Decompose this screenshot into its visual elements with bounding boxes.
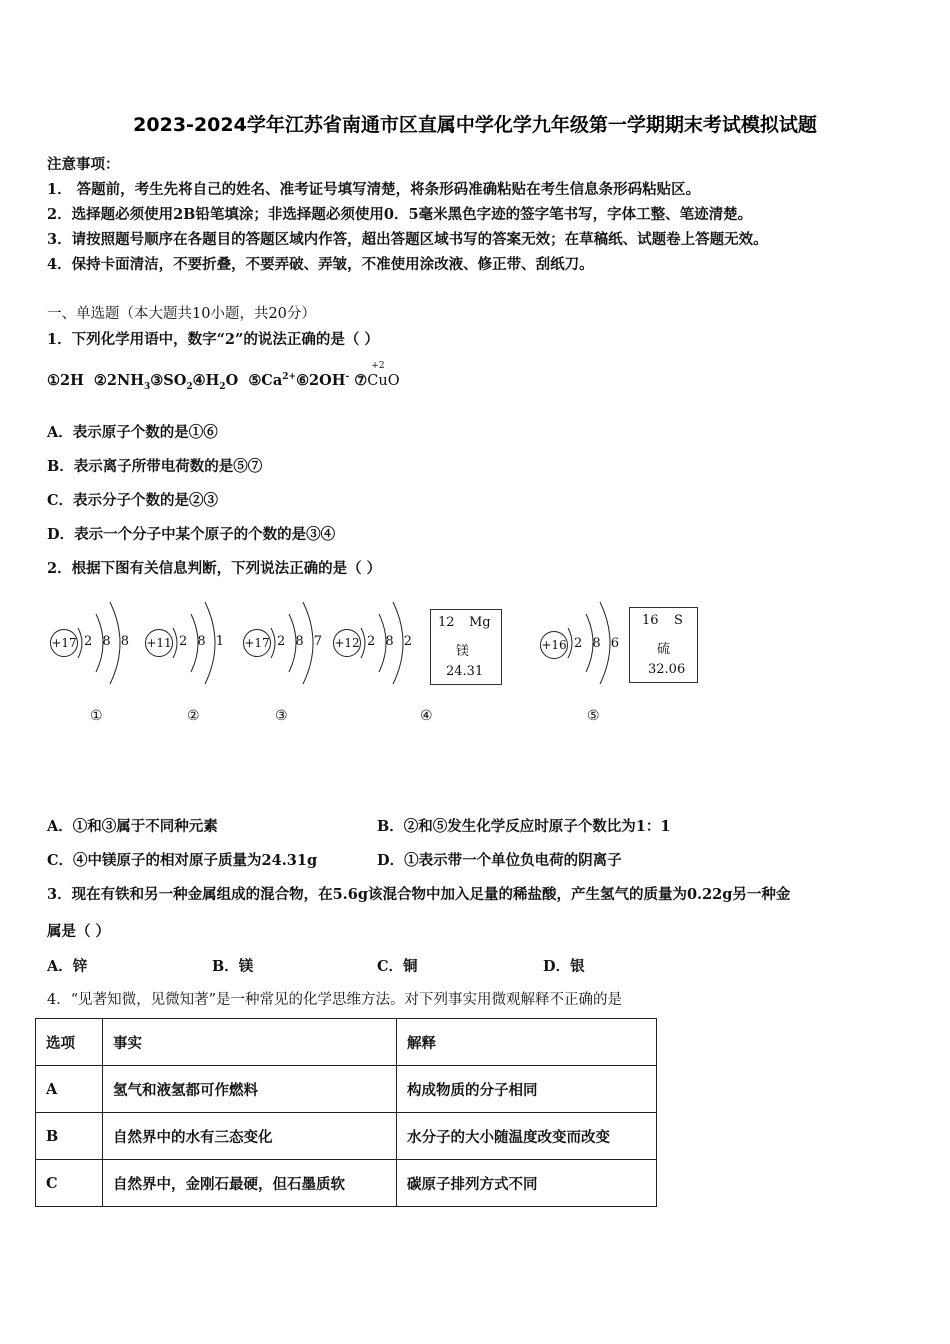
- q1-formulas: [47, 361, 400, 392]
- table-row: [36, 1160, 657, 1207]
- element-card-mg: 12 Mg 镁 24.31: [430, 609, 502, 685]
- atom-structure-3: +17 2 8 7: [241, 592, 331, 692]
- atom-structure-4: +12 2 8 2: [331, 592, 421, 692]
- table-cell: 碳原子排列方式不同: [397, 1160, 657, 1207]
- q3-stem: 3．现在有铁和另一种金属组成的混合物，在5.6g该混合物中加入足量的稀盐酸，产生氢气的质量为0.22g另一种金: [47, 886, 791, 903]
- q3-option-a: A．锌: [47, 958, 88, 975]
- q2-option-d: D．①表示带一个单位负电荷的阴离子: [377, 852, 622, 869]
- table-header: 解释: [397, 1019, 657, 1066]
- formula-3: $③SO_2$: [150, 372, 193, 392]
- atom-structure-1: +17 2 8 8: [48, 592, 138, 692]
- figure-label: ④: [420, 708, 433, 724]
- notice-item: 1． 答题前，考生先将自己的姓名、准考证号填写清楚，将条形码准确粘贴在考生信息条形码粘贴区。: [47, 181, 701, 198]
- atom-structure-2: +11 2 8 1: [143, 592, 233, 692]
- section-heading: 一、单选题（本大题共10小题，共20分）: [47, 306, 316, 322]
- q2-stem: 2．根据下图有关信息判断，下列说法正确的是（ ）: [47, 560, 382, 577]
- q3-option-b: B．镁: [212, 958, 254, 975]
- notice-item: 2．选择题必须使用2B铅笔填涂；非选择题必须使用0．5毫米黑色字迹的签字笔书写，字体工整、笔迹清楚。: [47, 206, 753, 223]
- table-cell: B: [36, 1113, 103, 1160]
- figure-label: ①: [90, 708, 103, 724]
- q1-stem: 1．下列化学用语中，数字“2”的说法正确的是（ ）: [47, 331, 379, 348]
- formula-5: $⑤Ca^{2+}$: [248, 372, 297, 389]
- table-header: 选项: [36, 1019, 103, 1066]
- notice-item: 3．请按照题号顺序在各题目的答题区域内作答，超出答题区域书写的答案无效；在草稿纸、试题卷上答题无效。: [47, 231, 768, 248]
- q1-option-c: C．表示分子个数的是②③: [47, 492, 219, 509]
- formula-7: ⑦ +2 CuO: [354, 361, 400, 389]
- formula-6: ⑥2OH-: [296, 372, 350, 389]
- table-cell: 自然界中的水有三态变化: [103, 1113, 397, 1160]
- q3-option-d: D．银: [543, 958, 585, 975]
- q4-stem: 4．“见著知微，见微知著”是一种常见的化学思维方法。对下列事实用微观解释不正确的是: [47, 992, 623, 1008]
- q1-option-d: D．表示一个分子中某个原子的个数的是③④: [47, 526, 336, 543]
- page-title: 2023-2024学年江苏省南通市区直属中学化学九年级第一学期期末考试模拟试题: [133, 114, 817, 136]
- notice-item: 4．保持卡面清洁，不要折叠，不要弄破、弄皱，不准使用涂改液、修正带、刮纸刀。: [47, 256, 594, 273]
- table-row: [36, 1113, 657, 1160]
- q3-stem-cont: 属是（ ）: [47, 923, 111, 940]
- figure-label: ⑤: [587, 708, 600, 724]
- explanation-table: [35, 1018, 657, 1207]
- table-cell: 水分子的大小随温度改变而改变: [397, 1113, 657, 1160]
- figure-label: ③: [275, 708, 288, 724]
- atom-structure-5: +16 2 8 6: [538, 592, 628, 692]
- table-header-row: [36, 1019, 657, 1066]
- table-cell: A: [36, 1066, 103, 1113]
- q2-option-c: C．④中镁原子的相对原子质量为24.31g: [47, 852, 318, 869]
- figure-label: ②: [187, 708, 200, 724]
- element-card-s: 16 S 硫 32.06: [629, 607, 698, 683]
- table-header: 事实: [103, 1019, 397, 1066]
- table-cell: 构成物质的分子相同: [397, 1066, 657, 1113]
- table-cell: 氢气和液氢都可作燃料: [103, 1066, 397, 1113]
- q1-option-b: B．表示离子所带电荷数的是⑤⑦: [47, 458, 263, 475]
- q2-option-b: B．②和⑤发生化学反应时原子个数比为1：1: [377, 818, 671, 835]
- table-cell: 自然界中，金刚石最硬，但石墨质软: [103, 1160, 397, 1207]
- notice-heading: 注意事项：: [47, 156, 120, 173]
- q2-option-a: A．①和③属于不同种元素: [47, 818, 218, 835]
- table-cell: C: [36, 1160, 103, 1207]
- formula-1: ①2H: [47, 372, 84, 389]
- q3-option-c: C．铜: [377, 958, 418, 975]
- formula-2: $②2NH_3$: [93, 372, 151, 392]
- table-row: [36, 1066, 657, 1113]
- formula-4: $④H_2O$: [192, 372, 239, 392]
- q1-option-a: A．表示原子个数的是①⑥: [47, 424, 218, 441]
